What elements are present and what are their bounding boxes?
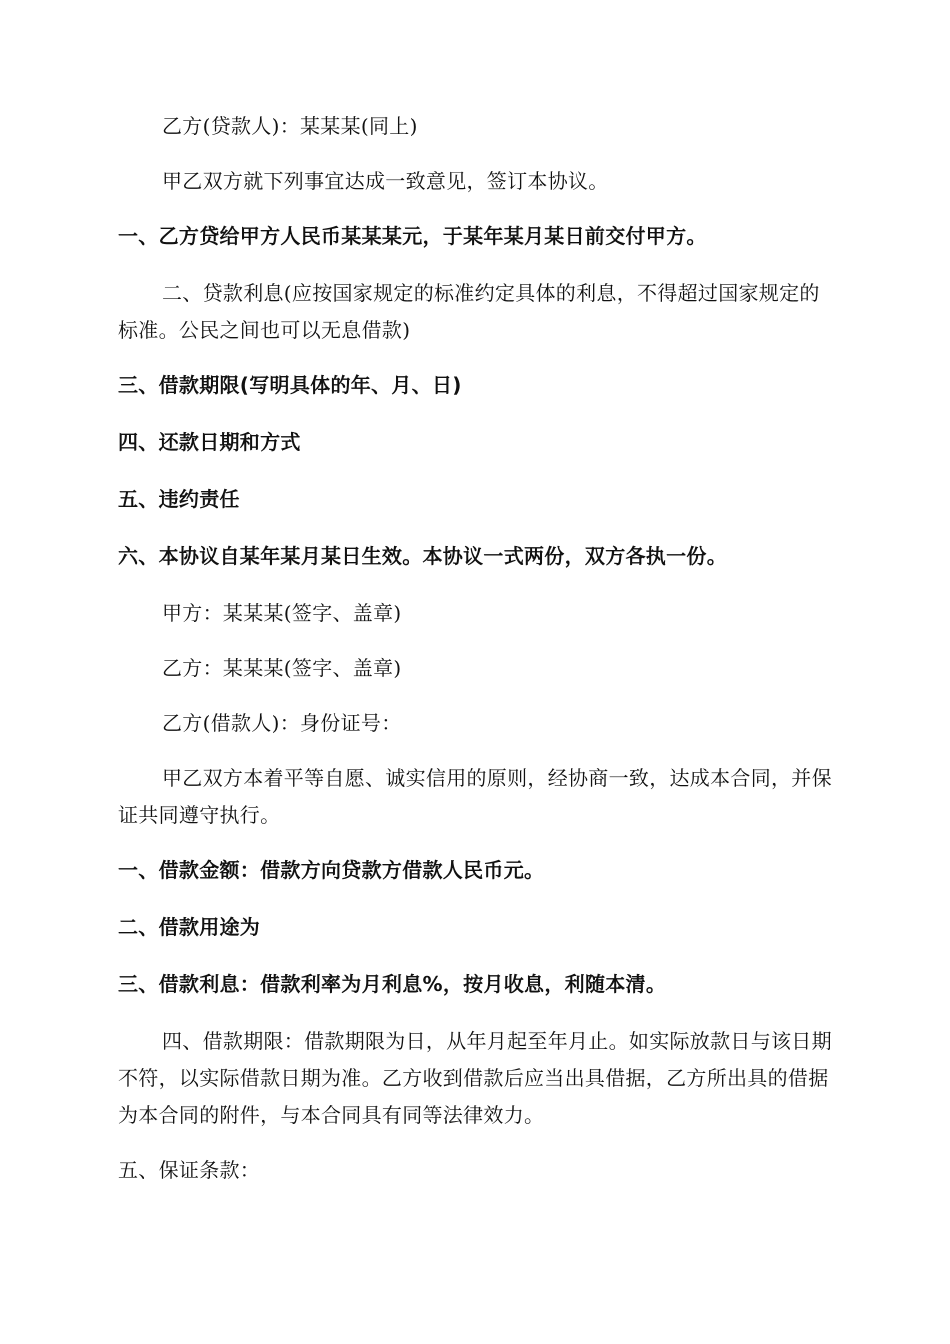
party-b-signature: 乙方：某某某(签字、盖章) bbox=[162, 656, 402, 680]
contract-intro: 甲乙双方本着平等自愿、诚实信用的原则，经协商一致，达成本合同，并保证共同遵守执行。 bbox=[118, 766, 832, 827]
article-3-interest: 三、借款利息：借款利率为月利息%，按月收息，利随本清。 bbox=[118, 972, 667, 996]
borrower-id-line: 乙方(借款人)：身份证号： bbox=[162, 711, 402, 735]
clause-3-term: 三、借款期限(写明具体的年、月、日) bbox=[118, 373, 462, 397]
article-4-term: 四、借款期限：借款期限为日，从年月起至年月止。如实际放款日与该日期不符，以实际借款日期为准。乙方收到借款后应当出具借据，乙方所出具的借据为本合同的附件，与本合同具有同等法律效力。 bbox=[118, 1029, 832, 1127]
agreement-intro: 甲乙双方就下列事宜达成一致意见，签订本协议。 bbox=[162, 169, 609, 193]
article-2-purpose: 二、借款用途为 bbox=[118, 915, 261, 939]
article-5-guarantee: 五、保证条款： bbox=[118, 1158, 261, 1182]
clause-6-effective: 六、本协议自某年某月某日生效。本协议一式两份，双方各执一份。 bbox=[118, 544, 727, 568]
clause-2-interest: 二、贷款利息(应按国家规定的标准约定具体的利息，不得超过国家规定的标准。公民之间也可以无息借款) bbox=[118, 281, 820, 342]
article-1-amount: 一、借款金额：借款方向贷款方借款人民币元。 bbox=[118, 858, 545, 882]
clause-4-repayment: 四、还款日期和方式 bbox=[118, 430, 301, 454]
party-a-signature: 甲方：某某某(签字、盖章) bbox=[162, 601, 402, 625]
lender-party-line: 乙方(贷款人)：某某某(同上) bbox=[162, 114, 418, 138]
clause-1-loan: 一、乙方贷给甲方人民币某某某元，于某年某月某日前交付甲方。 bbox=[118, 224, 707, 248]
clause-5-liability: 五、违约责任 bbox=[118, 487, 240, 511]
